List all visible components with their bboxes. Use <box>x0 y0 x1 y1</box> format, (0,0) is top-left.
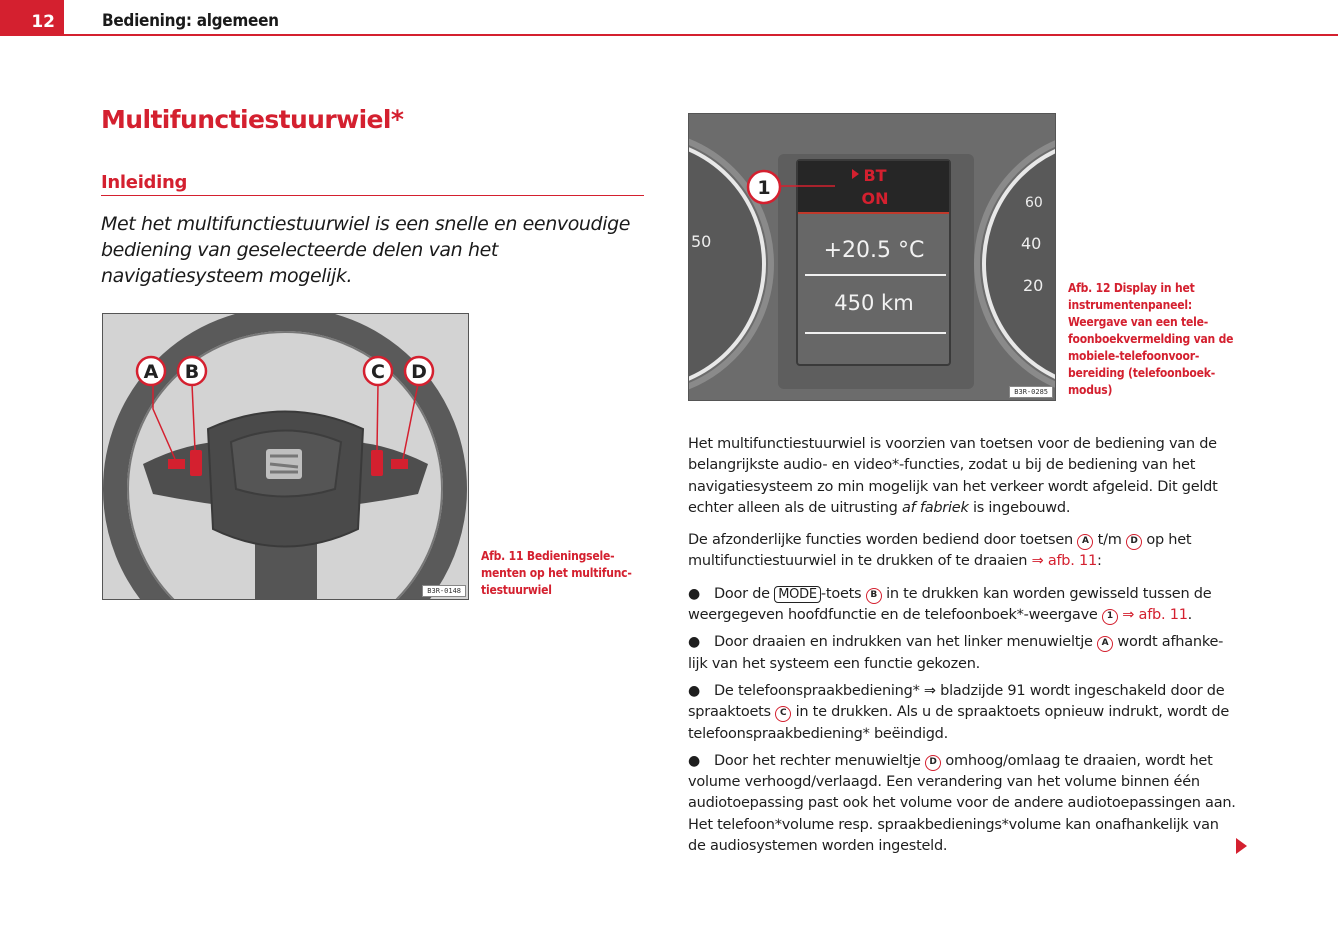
page-number: 12 <box>0 0 64 36</box>
bullet-icon: ● <box>688 682 700 699</box>
callout-c <box>364 357 392 385</box>
key-b-marker: B <box>866 588 882 604</box>
figure-11-link[interactable]: ⇒ afb. 11 <box>1122 607 1188 624</box>
figure-code: B3R-0148 <box>422 585 466 597</box>
figure-instrument-display <box>688 113 1056 401</box>
figure-code: B3R-0285 <box>1009 386 1053 398</box>
page-title: Multifunctiestuurwiel* <box>101 105 404 134</box>
svg-text:B: B <box>184 361 200 383</box>
svg-text:ON: ON <box>861 189 889 208</box>
mode-key: MODE <box>774 586 821 603</box>
figure-11-caption: Afb. 11 Bedieningsele-menten op het multifunc-tiestuurwiel <box>481 549 632 597</box>
steering-wheel-illustration <box>103 314 468 599</box>
svg-text:+20.5 °C: +20.5 °C <box>823 238 925 263</box>
svg-text:D: D <box>411 361 427 383</box>
paragraph-2: De afzonderlijke functies worden bediend door toetsen A t/m D op het multifunctiestuurwiel in te drukken of te draaien ⇒ afb. 11: <box>688 532 1192 570</box>
key-d-marker: D <box>925 755 941 771</box>
section-title: Bediening: algemeen <box>102 11 279 31</box>
figure-12-caption: Afb. 12 Display in het instrumentenpaneel: Weergave van een tele-foonboekvermelding van de mobiele-telefoonvoor-bereiding (telefoonboek-modus) <box>1068 281 1234 397</box>
subsection-title: Inleiding <box>101 172 644 196</box>
figure-11-link[interactable]: ⇒ afb. 11 <box>1031 553 1097 570</box>
key-a-marker: A <box>1077 534 1093 550</box>
key-d-marker: D <box>1126 534 1142 550</box>
emphasis: af fabriek <box>901 499 969 516</box>
bullet-icon: ● <box>688 752 700 769</box>
callout-a <box>137 357 165 385</box>
header-rule <box>64 34 1338 36</box>
figure-steering-wheel <box>102 313 469 600</box>
callout-b <box>178 357 206 385</box>
key-a-marker: A <box>1097 636 1113 652</box>
intro-text: Met het multifunctiestuurwiel is een snelle en eenvoudige bediening van geselecteerde delen van het navigatiesysteem mogelijk. <box>101 213 631 287</box>
svg-text:20: 20 <box>1023 276 1044 295</box>
bullet-mode: ● Door de MODE -toets B in te drukken kan worden gewisseld tussen de weergegeven hoofdfunctie en de telefoonboek*-weergave 1 ⇒ afb. 11. <box>688 585 1212 624</box>
bullet-icon: ● <box>688 585 700 602</box>
callout-1-marker: 1 <box>1102 609 1118 625</box>
svg-text:BT: BT <box>863 166 887 185</box>
svg-text:40: 40 <box>1021 234 1042 253</box>
next-page-triangle-right-icon[interactable] <box>1236 838 1247 854</box>
bullet-left-wheel: ● Door draaien en indrukken van het linker menuwieltje A wordt afhanke-lijk van het systeem een functie gekozen. <box>688 634 1224 672</box>
svg-text:1: 1 <box>757 177 771 199</box>
bullet-voice-control: ● De telefoonspraakbediening* ⇒ bladzijde 91 wordt ingeschakeld door de spraaktoets C in te drukken. Als u de spraaktoets opnieuw indrukt, wordt de telefoonspraakbediening* beëindigd. <box>688 682 1229 742</box>
svg-text:A: A <box>143 361 159 383</box>
key-c-marker: C <box>775 706 791 722</box>
page-header <box>0 0 1338 38</box>
svg-text:450 km: 450 km <box>834 291 914 315</box>
instrument-cluster-illustration <box>689 114 1055 400</box>
bullet-right-wheel: ● Door het rechter menuwieltje D omhoog/omlaag te draaien, wordt het volume verhoogd/verlaagd. Een verandering van het volume binnen één audiotoepassing past ook het volume voor de andere audiotoepassingen aan. Het telefoon*volume resp. spraakbedienings*volume kan onafhankelijk van de audiosystemen worden ingesteld. <box>688 752 1236 855</box>
callout-d <box>405 357 433 385</box>
bullet-icon: ● <box>688 634 700 651</box>
svg-text:50: 50 <box>691 232 712 251</box>
paragraph-1: Het multifunctiestuurwiel is voorzien van toetsen voor de bediening van de belangrijkste audio- en video*-functies, zodat u bij de bediening van het navigatiesysteem zo min mogelijk van het verkeer wordt afgeleid. Dit geldt echter alleen als de uitrusting af fabriek is ingebouwd. <box>688 436 1218 516</box>
body-text <box>688 434 1238 863</box>
callout-1 <box>748 171 780 203</box>
svg-text:60: 60 <box>1025 195 1043 211</box>
svg-text:C: C <box>371 361 385 383</box>
